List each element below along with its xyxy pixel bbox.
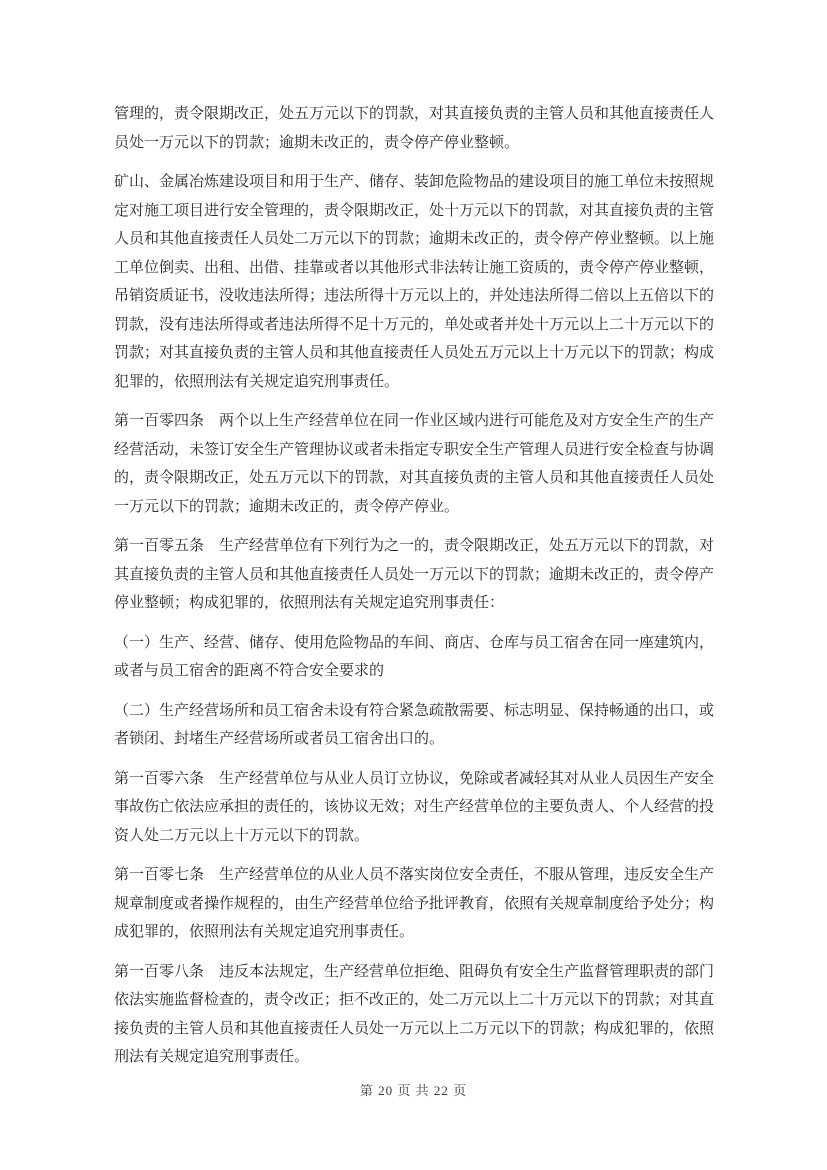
paragraph-penalty-continuation: 管理的，责令限期改正，处五万元以下的罚款，对其直接负责的主管人员和其他直接责任人员处一万元以下的罚款；逾期未改正的，责令停产停业整顿。 xyxy=(114,106,715,151)
page-footer xyxy=(0,1080,827,1099)
paragraph-article-105: 第一百零五条 生产经营单位有下列行为之一的，责令限期改正，处五万元以下的罚款，对其直接负责的主管人员和其他直接责任人员处一万元以下的罚款；逾期未改正的，责令停产停业整顿；构成犯罪的，依照刑法有关规定追究刑事责任： xyxy=(114,538,715,611)
paragraph-article-104: 第一百零四条 两个以上生产经营单位在同一作业区域内进行可能危及对方安全生产的生产经营活动，未签订安全生产管理协议或者未指定专职安全生产管理人员进行安全检查与协调的，责令限期改正，处五万元以下的罚款，对其直接负责的主管人员和其他直接责任人员处一万元以下的罚款；逾期未改正的，责令停产停业。 xyxy=(114,413,715,515)
paragraph-article-108: 第一百零八条 违反本法规定，生产经营单位拒绝、阻碍负有安全生产监督管理职责的部门依法实施监督检查的，责令改正；拒不改正的，处二万元以上二十万元以下的罚款；对其直接负责的主管人员和其他直接责任人员处一万元以上二万元以下的罚款；构成犯罪的，依照刑法有关规定追究刑事责任。 xyxy=(114,963,715,1065)
page-number-indicator: 第 20 页 共 22 页 xyxy=(359,1083,468,1098)
document-body xyxy=(114,100,714,1083)
paragraph-construction-units-penalty: 矿山、金属冶炼建设项目和用于生产、储存、装卸危险物品的建设项目的施工单位未按照规定对施工项目进行安全管理的，责令限期改正，处十万元以下的罚款，对其直接负责的主管人员和其他直接责任人员处二万元以下的罚款；逾期未改正的，责令停产停业整顿。以上施工单位倒卖、出租、出借、挂靠或者以其他形式非法转让施工资质的，责令停产停业整顿，吊销资质证书，没收违法所得；违法所得十万元以上的，并处违法所得二倍以上五倍以下的罚款，没有违法所得或者违法所得不足十万元的，单处或者并处十万元以上二十万元以下的罚款；对其直接负责的主管人员和其他直接责任人员处五万元以上十万元以下的罚款；构成犯罪的，依照刑法有关规定追究刑事责任。 xyxy=(114,174,715,390)
paragraph-article-105-item-2: （二）生产经营场所和员工宿舍未设有符合紧急疏散需要、标志明显、保持畅通的出口，或者锁闭、封堵生产经营场所或者员工宿舍出口的。 xyxy=(114,702,715,747)
paragraph-article-106: 第一百零六条 生产经营单位与从业人员订立协议，免除或者减轻其对从业人员因生产安全事故伤亡依法应承担的责任的，该协议无效；对生产经营单位的主要负责人、个人经营的投资人处二万元以上十万元以下的罚款。 xyxy=(114,770,715,844)
paragraph-article-105-item-1: （一）生产、经营、储存、使用危险物品的车间、商店、仓库与员工宿舍在同一座建筑内，或者与员工宿舍的距离不符合安全要求的 xyxy=(114,634,715,679)
paragraph-article-107: 第一百零七条 生产经营单位的从业人员不落实岗位安全责任，不服从管理，违反安全生产规章制度或者操作规程的，由生产经营单位给予批评教育，依照有关规章制度给予处分；构成犯罪的，依照刑法有关规定追究刑事责任。 xyxy=(114,867,715,940)
